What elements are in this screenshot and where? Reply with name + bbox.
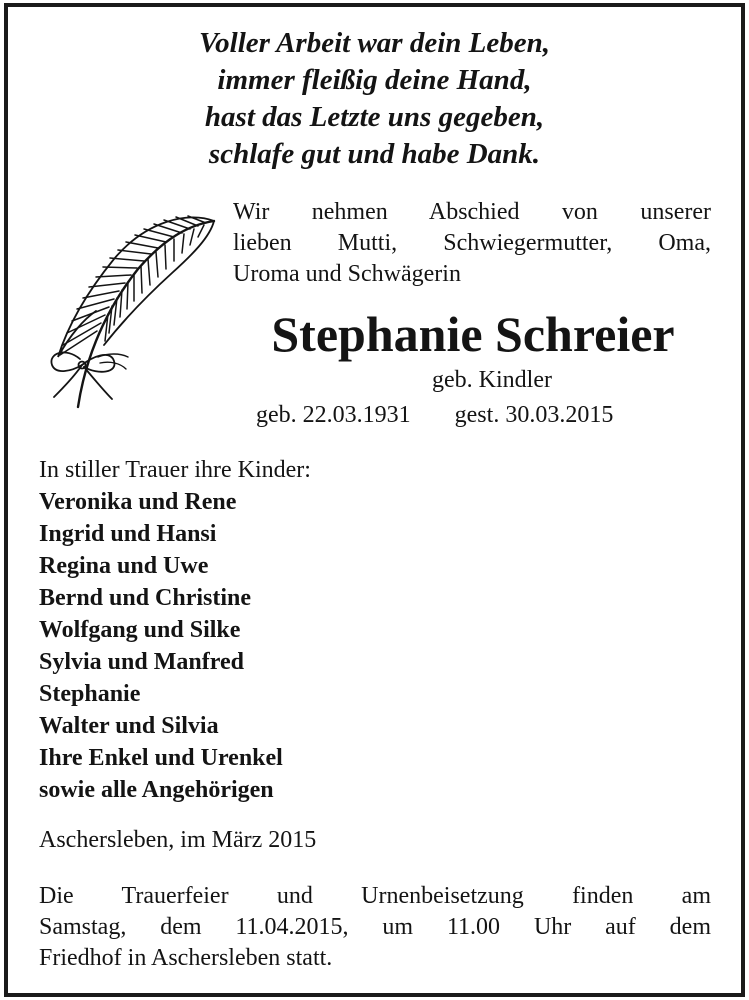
mourner-entry: Wolfgang und Silke [39, 617, 241, 643]
mourner-entry: Veronika und Rene [39, 489, 237, 515]
intro-line: lieben Mutti, Schwiegermutter, Oma, [233, 230, 711, 256]
intro-line: Uroma und Schwägerin [233, 261, 461, 287]
obituary-notice [4, 3, 745, 997]
feather-quill-with-ribbon-icon [38, 207, 218, 412]
mourner-entry: sowie alle Angehörigen [39, 777, 274, 803]
mourner-entry: Ihre Enkel und Urenkel [39, 745, 283, 771]
intro-line: Wir nehmen Abschied von unserer [233, 199, 711, 225]
mourners-intro: In stiller Trauer ihre Kinder: [39, 457, 311, 483]
memorial-poem [8, 25, 741, 173]
funeral-info [39, 881, 711, 974]
poem-line: immer fleißig deine Hand, [217, 64, 532, 96]
mourner-entry: Walter und Silvia [39, 713, 219, 739]
poem-line: hast das Letzte uns gegeben, [204, 101, 545, 133]
poem-line: Voller Arbeit war dein Leben, [199, 27, 550, 59]
birth-name: geb. Kindler [432, 367, 552, 393]
funeral-line: Samstag, dem 11.04.2015, um 11.00 Uhr auf dem [39, 914, 711, 940]
poem-line: schlafe gut und habe Dank. [208, 138, 541, 170]
deceased-name: Stephanie Schreier [271, 306, 675, 362]
mourner-entry: Sylvia und Manfred [39, 649, 244, 675]
life-dates [256, 400, 613, 430]
mourner-entry: Regina und Uwe [39, 553, 209, 579]
death-date: gest. 30.03.2015 [454, 402, 614, 428]
farewell-intro [233, 197, 711, 290]
mourner-entry: Stephanie [39, 681, 141, 707]
funeral-line: Friedhof in Aschersleben statt. [39, 945, 333, 971]
mourner-entry: Bernd und Christine [39, 585, 252, 611]
mourners-list [39, 486, 283, 806]
mourner-entry: Ingrid und Hansi [39, 521, 217, 547]
funeral-line: Die Trauerfeier und Urnenbeisetzung finden am [39, 883, 711, 909]
place-and-date: Aschersleben, im März 2015 [39, 827, 317, 853]
birth-date: geb. 22.03.1931 [256, 402, 411, 428]
